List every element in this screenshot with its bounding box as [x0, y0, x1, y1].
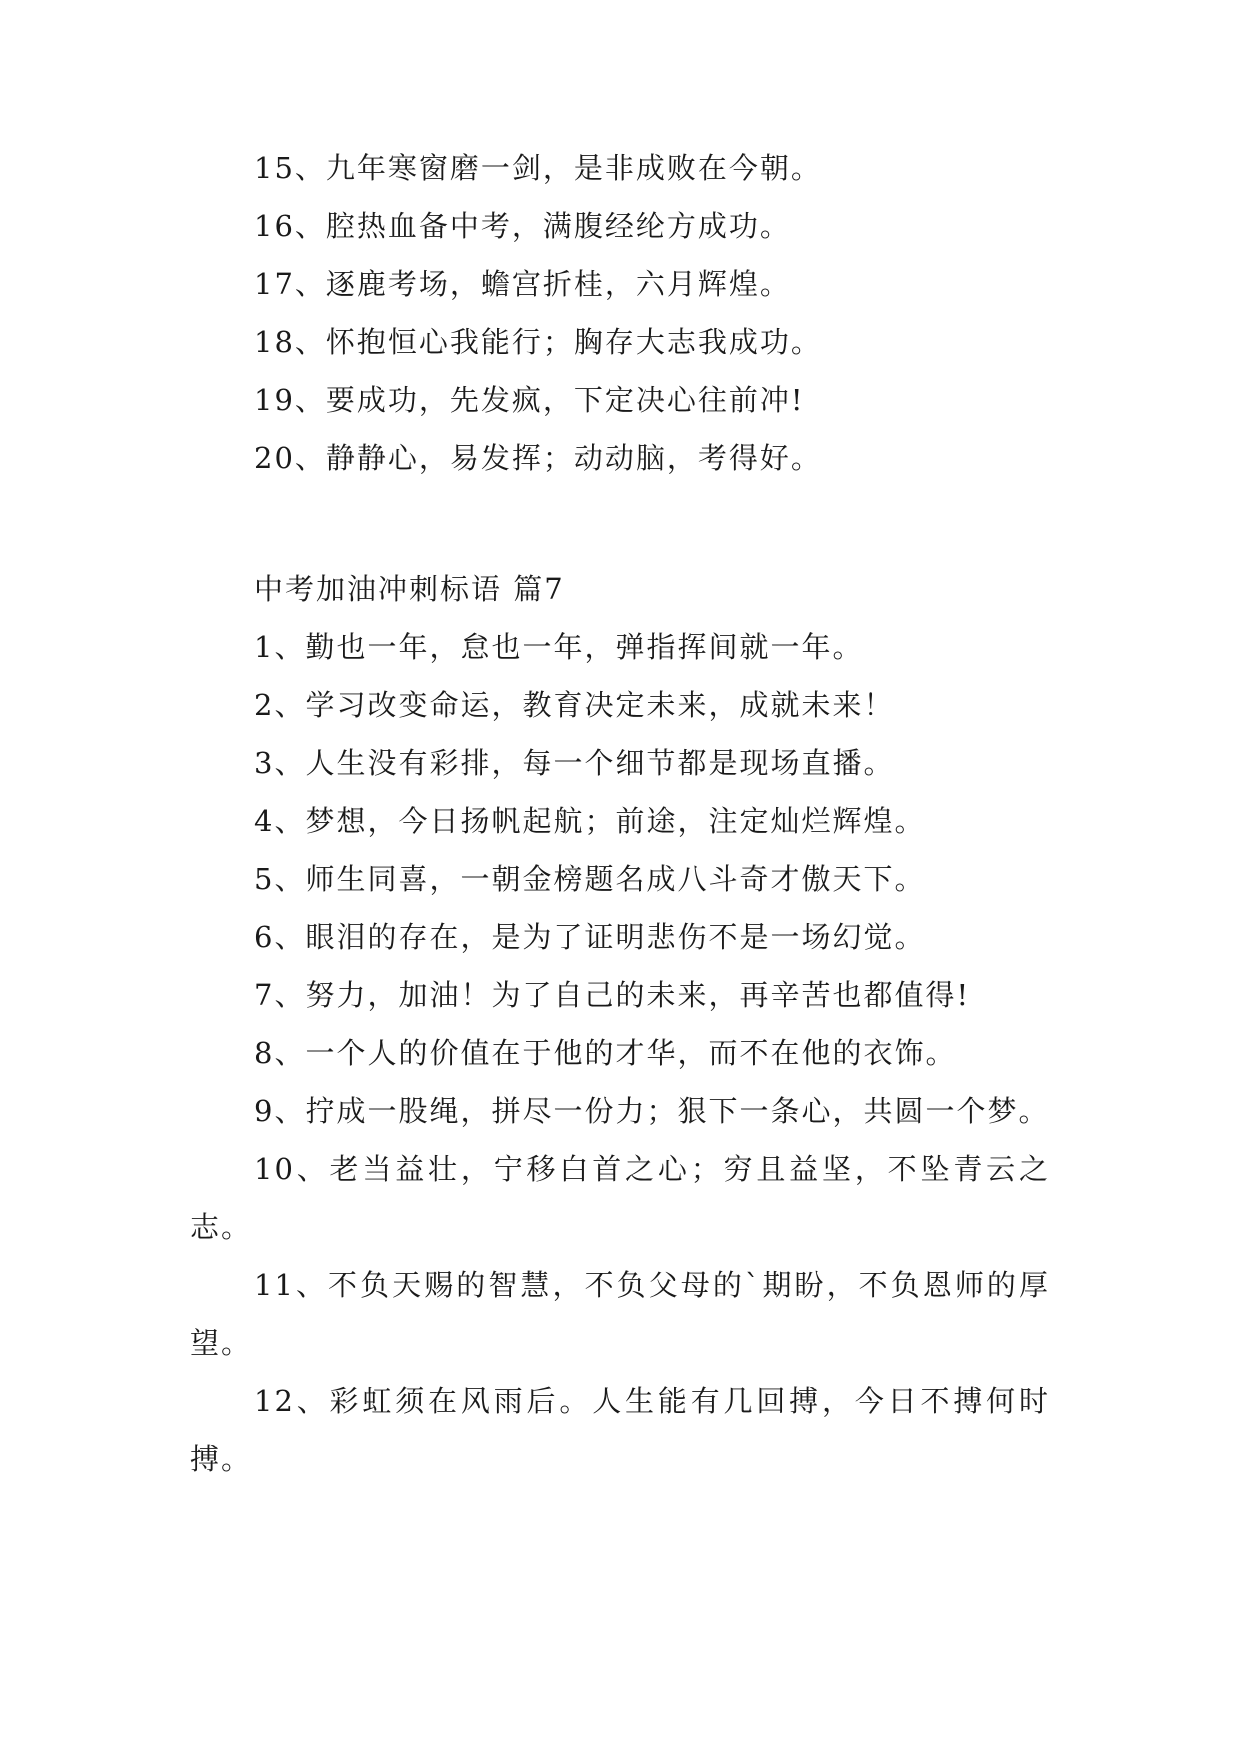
list-item: 2、学习改变命运，教育决定未来，成就未来！	[254, 688, 895, 722]
list-item: 5、师生同喜，一朝金榜题名成八斗奇才傲天下。	[254, 862, 926, 896]
list-item: 10、老当益壮，宁移白首之心；穷且益坚，不坠青云之志。	[190, 1152, 1050, 1244]
list-item: 17、逐鹿考场，蟾宫折桂，六月辉煌。	[254, 267, 791, 301]
list-item: 6、眼泪的存在，是为了证明悲伤不是一场幻觉。	[254, 920, 926, 954]
slogan-section-7	[190, 560, 1050, 1488]
list-item: 9、拧成一股绳，拼尽一份力；狠下一条心，共圆一个梦。	[254, 1094, 1050, 1128]
slogan-list-continued	[190, 139, 1050, 487]
section-heading: 中考加油冲刺标语 篇7	[254, 572, 565, 606]
list-item: 19、要成功，先发疯，下定决心往前冲!	[254, 383, 805, 417]
list-item: 18、怀抱恒心我能行；胸存大志我成功。	[254, 325, 822, 359]
list-item: 1、勤也一年，怠也一年，弹指挥间就一年。	[254, 630, 864, 664]
list-item: 8、一个人的价值在于他的才华，而不在他的衣饰。	[254, 1036, 957, 1070]
list-item: 15、九年寒窗磨一剑，是非成败在今朝。	[254, 151, 822, 185]
list-item: 11、不负天赐的智慧，不负父母的`期盼，不负恩师的厚望。	[190, 1268, 1050, 1360]
list-item: 20、静静心，易发挥；动动脑，考得好。	[254, 441, 822, 475]
list-item: 4、梦想，今日扬帆起航；前途，注定灿烂辉煌。	[254, 804, 926, 838]
list-item: 7、努力，加油！为了自己的未来，再辛苦也都值得!	[254, 978, 971, 1012]
list-item: 12、彩虹须在风雨后。人生能有几回搏，今日不搏何时搏。	[190, 1384, 1050, 1476]
list-item: 3、人生没有彩排，每一个细节都是现场直播。	[254, 746, 895, 780]
list-item: 16、腔热血备中考，满腹经纶方成功。	[254, 209, 791, 243]
